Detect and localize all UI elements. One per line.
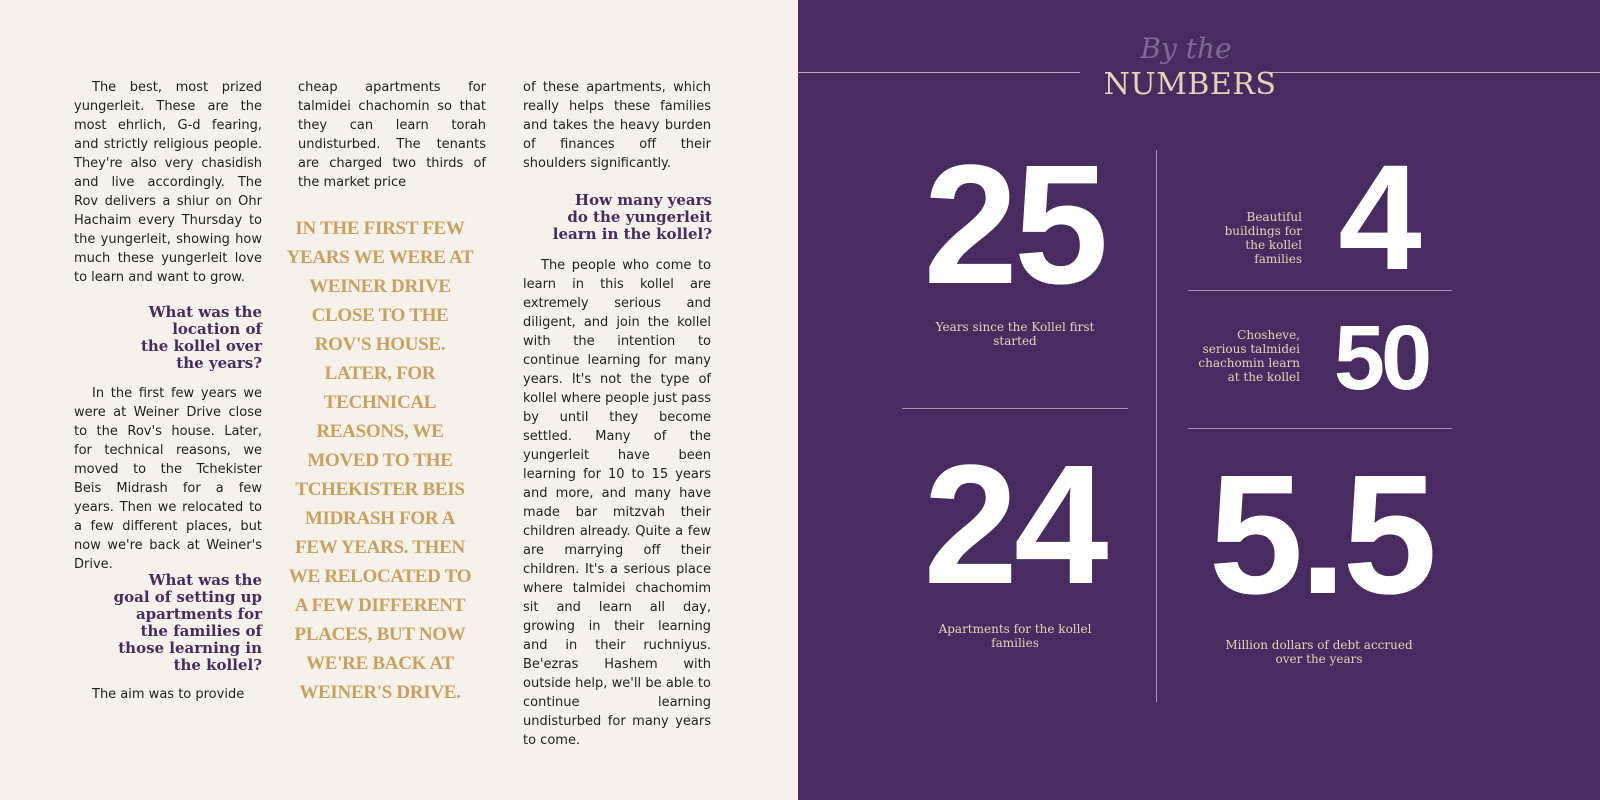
pull-quote: IN THE FIRST FEW YEARS WE WERE AT WEINER DRIVE CLOSE TO THE ROV'S HOUSE. LATER, FOR TECHNICAL REASONS, WE MOVED TO THE TCHEKISTER BEIS MIDRASH FOR A FEW YEARS. THEN WE RELOCATED TO A FEW DIFFERENT PLACES, BUT NOW WE'RE BACK AT WEINER'S DRIVE. [286,218,474,703]
column3-paragraph1: of these apartments, which really helps these families and takes the heavy burden of finances off their shoulders significantly. [523,80,711,171]
left-divider [902,408,1128,409]
column1-question2: What was the goal of setting up apartments for the families of those learning in the kollel? [113,571,262,674]
column2-paragraph1: cheap apartments for talmidei chachomin so that they can learn torah undisturbed. The tenants are charged two thirds of the market price [298,80,486,190]
right-page [798,0,1600,800]
stat-apartments-number: 24 [923,430,1105,620]
column3-paragraph2: The people who come to learn in this kollel are extremely serious and diligent, and join the kollel with the intention to continue learning for many years. It's not the type of kollel where people just pass by until they become settled. Many of the yungerleit have been learning for 10 to 15 years and more, and many have made bar mitzvah their children already. Quite a few are marrying off their children. It's a serious place where talmidei chachomim sit and learn all day, growing in their learning and in their ruchniyus. Be'ezras Hashem with outside help, we'll be able to continue learning undisturbed for many years to come. [523,258,711,748]
column3-question1: How many years do the yungerleit learn in the kollel? [552,191,712,243]
stat-debt-label: Million dollars of debt accrued over the years [1225,638,1413,666]
column1-paragraph2: In the first few years we were at Weiner Drive close to the Rov's house. Later, for technical reasons, we moved to the Tchekister Beis Midrash for a few years. Then we relocated to a few different places, but now we're back at Weiner's Drive. [74,386,262,572]
stat-buildings-label: Beautiful buildings for the kollel families [1224,210,1302,266]
column1-paragraph1: The best, most prized yungerleit. These are the most ehrlich, G-d fearing, and strictly religious people. They're also very chasidish and live accordingly. The Rov delivers a shiur on Ohr Hachaim every Thursday to the yungerleit, showing how much these yungerleit love to learn and want to grow. [74,80,262,285]
stat-talmidim-number: 50 [1333,307,1429,409]
column1-paragraph3: The aim was to provide [92,687,245,702]
left-page [0,0,798,800]
right-divider-bottom [1188,428,1452,429]
header-rule-right [1268,72,1600,73]
stat-apartments-label: Apartments for the kollel families [938,622,1092,650]
stat-talmidim-label: Chosheve, serious talmidei chachomin learn at the kollel [1198,328,1300,384]
header-rule-left [798,72,1080,73]
stat-years-label: Years since the Kollel first started [935,320,1095,348]
header-title: NUMBERS [1103,67,1277,102]
stat-years-number: 25 [923,130,1105,320]
center-divider [1156,150,1157,702]
column1-question1: What was the location of the kollel over the years? [140,303,262,372]
header-script: By the [1140,32,1232,65]
stat-buildings-number: 4 [1338,133,1418,301]
stat-debt-number: 5.5 [1208,440,1434,630]
